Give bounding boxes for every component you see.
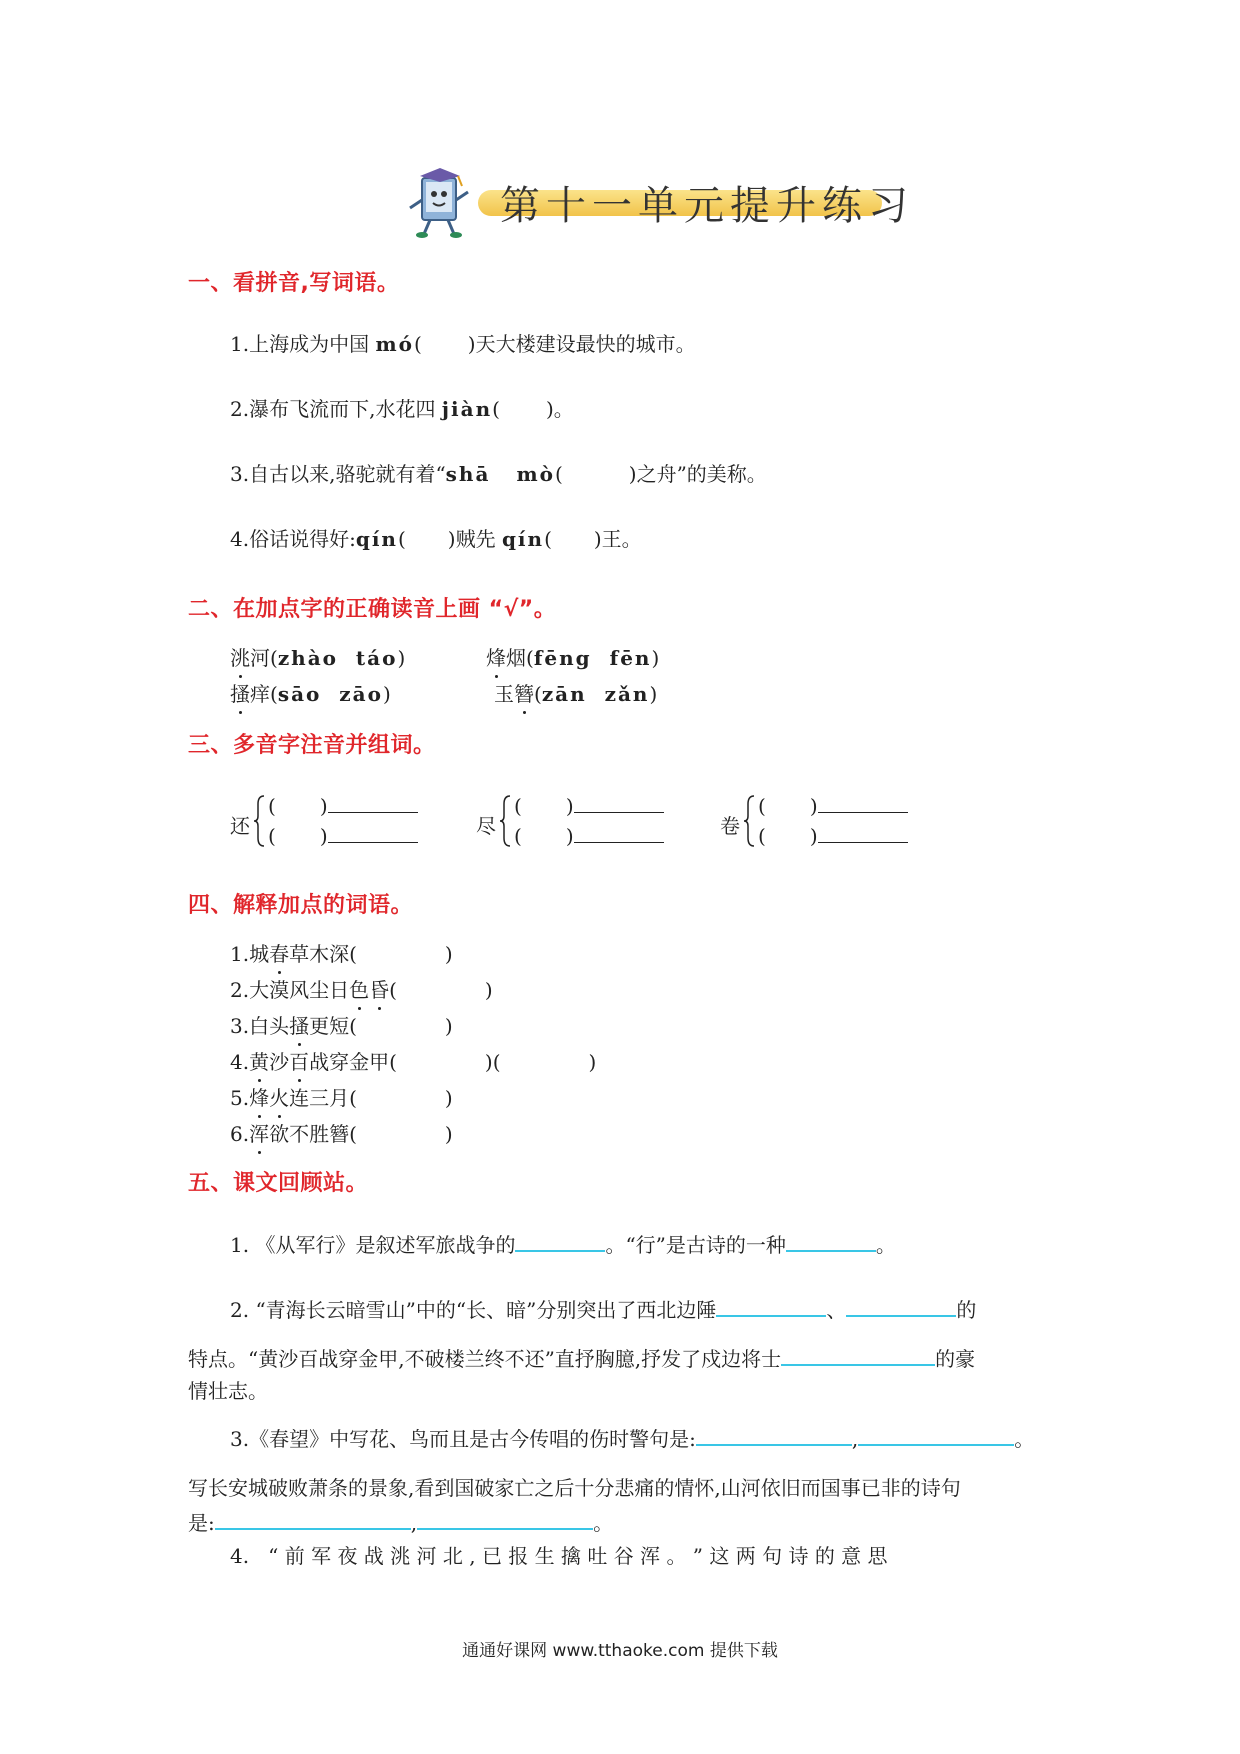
q1-2: 2.瀑布飞流而下,水花四 jiàn( )。 [230,397,574,421]
s4-item-4: 4.黄沙百战穿金甲( )( ) [230,1050,597,1074]
s4-item-5: 5.烽火连三月( ) [230,1086,453,1110]
s2-item-2: 烽烟(fēng fēn) [486,646,660,670]
s4-item-2: 2.大漠风尘日色昏( ) [230,978,493,1002]
brace-icon [742,794,756,848]
s2-item-3: 搔痒(sāo zāo) [230,682,391,706]
s2-item-4: 玉簪(zān zǎn) [494,682,658,706]
polyphone-group-3: 卷 ( ) ( ) [720,792,920,852]
s4-item-1: 1.城春草木深( ) [230,942,453,966]
book-mascot-icon [400,160,480,240]
s5-q1: 1. 《从军行》是叙述军旅战争的 。“行”是古诗的一种 。 [230,1230,896,1259]
section-2-title: 二、在加点字的正确读音上画 “√”。 [188,597,557,622]
polyphone-group-1: 还 ( ) ( ) [230,792,430,852]
s5-q4-line1: 4. “ 前 军 夜 战 洮 河 北 , 已 报 生 擒 吐 谷 浑 。 ” 这 两 句 诗 的 意 思 [230,1544,888,1568]
page-title: 第十一单元提升练习 [500,183,914,229]
s5-q2-line3: 情壮志。 [188,1379,268,1403]
section-1-title: 一、看拼音,写词语。 [188,271,400,296]
brace-icon [252,794,266,848]
s5-q2-line2: 特点。“黄沙百战穿金甲,不破楼兰终不还”直抒胸臆,抒发了戍边将士 的豪 [188,1344,975,1373]
section-4-title: 四、解释加点的词语。 [188,893,414,918]
header-banner [400,160,914,238]
s4-item-3: 3.白头搔更短( ) [230,1014,453,1038]
s5-q3-line2: 写长安城破败萧条的景象,看到国破家亡之后十分悲痛的情怀,山河依旧而国事已非的诗句 [188,1476,961,1500]
s5-q3-line1: 3.《春望》中写花、鸟而且是古今传唱的伤时警句是: , 。 [230,1424,1034,1453]
brace-icon [498,794,512,848]
section-5-title: 五、课文回顾站。 [188,1171,369,1196]
q1-1: 1.上海成为中国 mó( )天大楼建设最快的城市。 [230,332,696,356]
s2-item-1: 洮河(zhào táo) [230,646,406,670]
q1-3: 3.自古以来,骆驼就有着“shā mò( )之舟”的美称。 [230,462,767,486]
section-3-title: 三、多音字注音并组词。 [188,733,436,758]
s5-q2-line1: 2. “青海长云暗雪山”中的“长、暗”分别突出了西北边陲 、 的 [230,1295,976,1324]
s4-item-6: 6.浑欲不胜簪( ) [230,1122,453,1146]
footer-text: 通通好课网 www.tthaoke.com 提供下载 [462,1641,778,1661]
q1-4: 4.俗话说得好:qín( )贼先 qín( )王。 [230,527,642,551]
s5-q3-line3: 是: , 。 [188,1508,613,1537]
polyphone-group-2: 尽 ( ) ( ) [476,792,676,852]
